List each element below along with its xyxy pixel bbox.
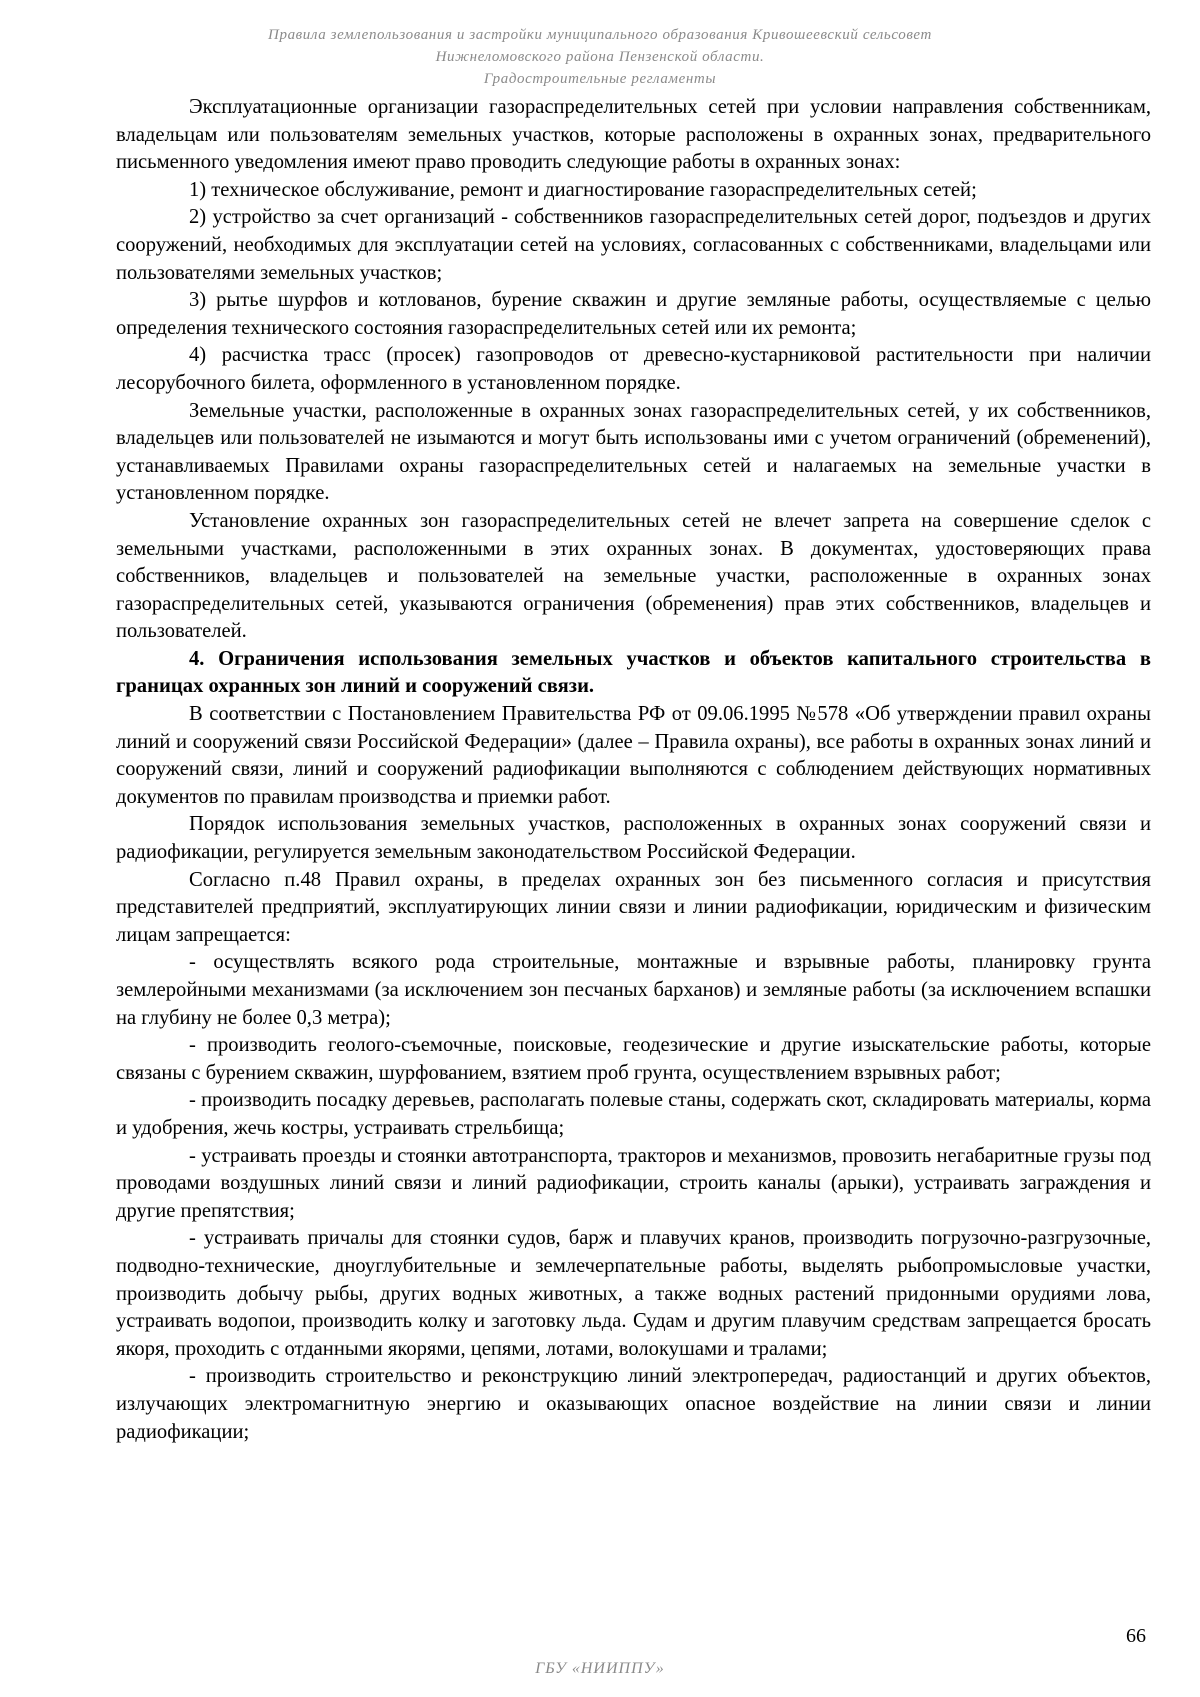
paragraph: Земельные участки, расположенные в охранных зонах газораспределительных сетей, у их собственников, владельцев или пользователей не изымаются и могут быть использованы ими с учетом ограничений (обременений), устанавливаемых Правилами охраны газораспределительных сетей и налагаемых на земельные участки в установленном порядке. bbox=[116, 399, 1151, 505]
paragraph: В соответствии с Постановлением Правительства РФ от 09.06.1995 №578 «Об утверждении правил охраны линий и сооружений связи Российской Федерации» (далее – Правила охраны), все работы в охранных зонах линий и сооружений связи, линий и сооружений радиофикации выполняются с соблюдением действующих нормативных документов по правилам производства и приемки работ. bbox=[116, 703, 1151, 808]
paragraph: Согласно п.48 Правил охраны, в пределах охранных зон без письменного согласия и присутствия представителей предприятий, эксплуатирующих линии связи и линии радиофикации, юридическим и физическим лицам запрещается: bbox=[116, 868, 1151, 946]
list-item: - производить посадку деревьев, располагать полевые станы, содержать скот, складировать материалы, корма и удобрения, жечь костры, устраивать стрельбища; bbox=[116, 1089, 1151, 1139]
header-line-1: Правила землепользования и застройки муниципального образования Кривошеевский сельсовет bbox=[268, 27, 932, 43]
header-line-2: Нижнеломовского района Пензенской области. bbox=[435, 49, 765, 65]
running-header bbox=[0, 24, 1200, 90]
paragraph: Эксплуатационные организации газораспределительных сетей при условии направления собственникам, владельцам или пользователям земельных участков, которые расположены в охранных зонах, предварительного письменного уведомления имеют право проводить следующие работы в охранных зонах: bbox=[116, 96, 1151, 174]
section-heading: 4. Ограничения использования земельных участков и объектов капитального строительства в границах охранных зон линий и сооружений связи. bbox=[116, 647, 1151, 698]
footer-organization: ГБУ «НИИППУ» bbox=[535, 1660, 665, 1677]
list-item: 2) устройство за счет организаций - собственников газораспределительных сетей дорог, подъездов и других сооружений, необходимых для эксплуатации сетей на условиях, согласованных с собственниками, владельцами или пользователями земельных участков; bbox=[116, 206, 1151, 284]
page-number: 66 bbox=[1126, 1625, 1146, 1647]
header-line-3: Градостроительные регламенты bbox=[483, 71, 717, 87]
paragraph: Порядок использования земельных участков, расположенных в охранных зонах сооружений связи и радиофикации, регулируется земельным законодательством Российской Федерации. bbox=[116, 813, 1151, 864]
list-item: 4) расчистка трасс (просек) газопроводов от древесно-кустарниковой растительности при наличии лесорубочного билета, оформленного в установленном порядке. bbox=[116, 344, 1151, 394]
list-item: 1) техническое обслуживание, ремонт и диагностирование газораспределительных сетей; bbox=[189, 178, 977, 201]
list-item: - производить строительство и реконструкцию линий электропередач, радиостанций и других объектов, излучающих электромагнитную энергию и оказывающих опасное воздействие на линии связи и линии радиофикации; bbox=[116, 1365, 1151, 1443]
list-item: 3) рытье шурфов и котлованов, бурение скважин и другие земляные работы, осуществляемые с целью определения технического состояния газораспределительных сетей или их ремонта; bbox=[116, 289, 1151, 339]
list-item: - устраивать причалы для стоянки судов, барж и плавучих кранов, производить погрузочно-разгрузочные, подводно-технические, дноуглубительные и землечерпательные работы, выделять рыбопромысловые участки, производить добычу рыбы, других водных животных, а также водных растений придонными орудиями лова, устраивать водопои, производить колку и заготовку льда. Судам и другим плавучим средствам запрещается бросать якоря, проходить с отданными якорями, цепями, лотами, волокушами и тралами; bbox=[116, 1227, 1151, 1360]
list-item: - устраивать проезды и стоянки автотранспорта, тракторов и механизмов, провозить негабаритные грузы под проводами воздушных линий связи и линий радиофикации, строить каналы (арыки), устраивать заграждения и другие препятствия; bbox=[116, 1144, 1151, 1222]
paragraph: Установление охранных зон газораспределительных сетей не влечет запрета на совершение сделок с земельными участками, расположенными в этих охранных зонах. В документах, удостоверяющих права собственников, владельцев и пользователей на земельные участки, расположенные в охранных зонах газораспределительных сетей, указываются ограничения (обременения) прав этих собственников, владельцев и пользователей. bbox=[116, 509, 1151, 643]
list-item: - осуществлять всякого рода строительные, монтажные и взрывные работы, планировку грунта землеройными механизмами (за исключением зон песчаных барханов) и земляные работы (за исключением вспашки на глубину не более 0,3 метра); bbox=[116, 951, 1151, 1029]
document-body bbox=[116, 94, 1151, 1446]
list-item: - производить геолого-съемочные, поисковые, геодезические и другие изыскательские работы, которые связаны с бурением скважин, шурфованием, взятием проб грунта, осуществлением взрывных работ; bbox=[116, 1034, 1151, 1084]
